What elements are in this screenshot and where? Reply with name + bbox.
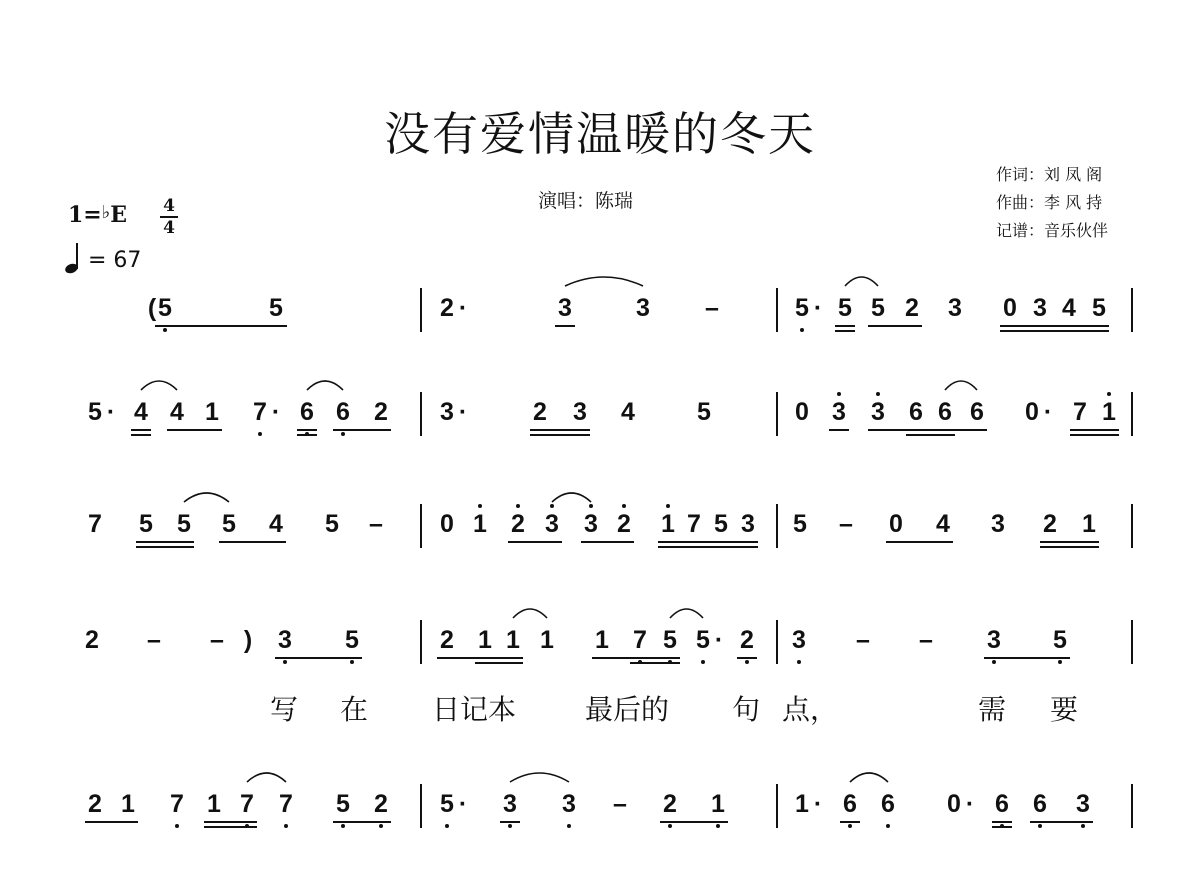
note: 6 (840, 790, 860, 819)
note: – (839, 510, 853, 538)
note: 6 (878, 790, 898, 819)
note: 5 (1050, 626, 1070, 655)
note: 2 (660, 790, 680, 819)
note: 5 (269, 294, 283, 322)
note: 4 (621, 398, 635, 426)
note: 0 (947, 790, 961, 818)
note: 6 (909, 398, 923, 426)
note: 3 (581, 510, 601, 539)
note: 6 (297, 398, 317, 427)
note: 0 (795, 398, 809, 426)
note: 4 (170, 398, 184, 426)
lyricist-credit: 作词：刘 凤 阁 (996, 165, 1103, 184)
note: 5 (139, 510, 153, 538)
note: 4 (936, 510, 950, 538)
note: · (714, 626, 724, 654)
slur (845, 277, 878, 286)
note: 0 (1003, 294, 1017, 322)
tempo-value: = 67 (88, 248, 142, 273)
singer-credit: 演唱：陈瑞 (538, 190, 634, 212)
note: 7 (167, 790, 187, 819)
slur (945, 381, 977, 390)
note: 5 (155, 294, 175, 323)
lyric-word: 需 (978, 693, 1007, 726)
note: 3 (636, 294, 650, 322)
composer-credit: 作曲：李 风 持 (996, 193, 1103, 212)
note: 1 (207, 790, 221, 818)
note: 1 (708, 790, 728, 819)
note: 7 (276, 790, 296, 819)
key-prefix: 1= (68, 202, 102, 228)
note: 3 (1033, 294, 1047, 322)
slur (510, 773, 569, 782)
note: 5 (693, 626, 713, 655)
note: 2 (614, 510, 634, 539)
note: 3 (868, 398, 888, 427)
note: 1 (205, 398, 219, 426)
note: 6 (1030, 790, 1050, 819)
note: 2 (371, 790, 391, 819)
note: · (106, 398, 116, 426)
note: 6 (970, 398, 984, 426)
slur (670, 609, 703, 618)
note: 7 (88, 510, 102, 538)
note: · (965, 790, 975, 818)
note: 1 (478, 626, 492, 654)
note: 5 (871, 294, 885, 322)
note: · (813, 294, 823, 322)
note: 3 (984, 626, 1004, 655)
note: 1 (470, 510, 490, 539)
note: – (705, 294, 719, 322)
note: · (458, 294, 468, 322)
note: 3 (948, 294, 962, 322)
note: 5 (792, 294, 812, 323)
note: 5 (88, 398, 102, 426)
note: 0 (440, 510, 454, 538)
note: 2 (737, 626, 757, 655)
note: 4 (134, 398, 148, 426)
note: 3 (789, 626, 809, 655)
note: – (369, 510, 383, 538)
note: · (813, 790, 823, 818)
note: 0 (1025, 398, 1039, 426)
time-bottom: 4 (163, 218, 175, 238)
note: 3 (1073, 790, 1093, 819)
note: 4 (269, 510, 283, 538)
note: 6 (938, 398, 952, 426)
note: 1 (540, 626, 554, 654)
note: ) (243, 626, 253, 654)
note: 1 (121, 790, 135, 818)
slur (552, 493, 591, 502)
flat-sign: ♭ (101, 202, 111, 223)
transcriber-credit: 记谱：音乐伙伴 (996, 221, 1109, 240)
key-note: E (110, 202, 128, 228)
note: 1 (1082, 510, 1096, 538)
note: 5 (177, 510, 191, 538)
note: 5 (342, 626, 362, 655)
note: – (856, 626, 870, 654)
note: · (1043, 398, 1053, 426)
note: 2 (905, 294, 919, 322)
note: · (271, 398, 281, 426)
note: 2 (374, 398, 388, 426)
note: – (613, 790, 627, 818)
note: 2 (440, 626, 454, 654)
note: 5 (793, 510, 807, 538)
slur (565, 277, 643, 286)
note: 7 (237, 790, 257, 819)
note: 2 (1043, 510, 1057, 538)
lyric-word: 写 (270, 693, 299, 726)
note: 5 (660, 626, 680, 655)
note: · (458, 398, 468, 426)
note: 0 (889, 510, 903, 538)
note: 3 (558, 294, 572, 322)
slur (141, 381, 177, 390)
note: 1 (658, 510, 678, 539)
note: 3 (542, 510, 562, 539)
slur (247, 773, 286, 782)
note: 2 (85, 626, 99, 654)
time-top: 4 (163, 196, 175, 216)
note: 3 (741, 510, 755, 538)
note: 4 (1062, 294, 1076, 322)
note: 7 (687, 510, 701, 538)
lyric-word: 日记本 (432, 693, 517, 726)
note: 5 (325, 510, 339, 538)
slur (307, 381, 343, 390)
note: 3 (440, 398, 454, 426)
note: 3 (991, 510, 1005, 538)
note: – (147, 626, 161, 654)
note: 5 (838, 294, 852, 322)
note: 5 (697, 398, 711, 426)
song-title: 没有爱情温暖的冬天 (384, 107, 816, 161)
note: 2 (533, 398, 547, 426)
note: 5 (437, 790, 457, 819)
note: 5 (714, 510, 728, 538)
note: 1 (795, 790, 809, 818)
note: 6 (992, 790, 1012, 819)
note: 3 (829, 398, 849, 427)
note: 5 (333, 790, 353, 819)
note: 3 (559, 790, 579, 819)
note: 3 (500, 790, 520, 819)
note: 3 (275, 626, 295, 655)
note: 1 (595, 626, 609, 654)
lyric-word: 在 (340, 693, 369, 726)
note: 3 (573, 398, 587, 426)
note: 7 (1073, 398, 1087, 426)
lyric-word: 点， (782, 693, 839, 726)
lyric-word: 句 (732, 693, 761, 726)
note: 2 (88, 790, 102, 818)
note: ( (147, 294, 157, 322)
note: 7 (630, 626, 650, 655)
note: 1 (506, 626, 520, 654)
lyric-word: 最后的 (585, 693, 670, 726)
note: 5 (1092, 294, 1106, 322)
note: 6 (333, 398, 353, 427)
note: – (210, 626, 224, 654)
note: · (458, 790, 468, 818)
note: – (919, 626, 933, 654)
note: 5 (222, 510, 236, 538)
lyric-word: 要 (1050, 693, 1079, 726)
slur (184, 493, 229, 502)
note: 1 (1099, 398, 1119, 427)
slur (850, 773, 888, 782)
slur (513, 609, 547, 618)
note: 2 (508, 510, 528, 539)
note: 2 (440, 294, 454, 322)
note: 7 (250, 398, 270, 427)
